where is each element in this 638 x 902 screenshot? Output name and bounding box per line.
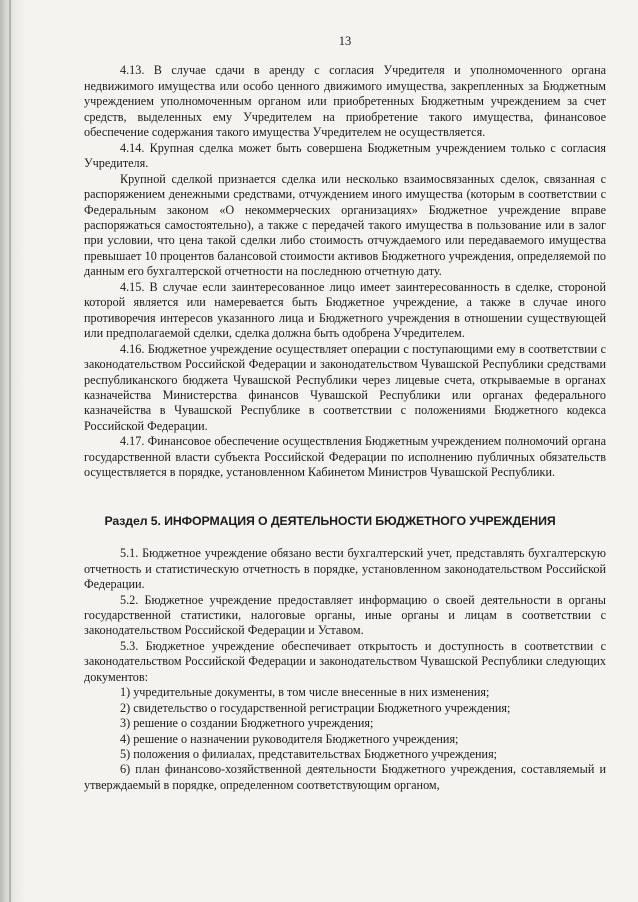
paragraph-major-deal: Крупной сделкой признается сделка или несколько взаимосвязанных сделок, связанная с распоряжением денежными средствами, отчуждением иного имущества (которым в соответствии с Федеральным законом «О некоммерческих организациях» Бюджетное учреждение вправе распоряжаться самостоятельно), а также с передачей такого имущества в пользование или в залог при условии, что цена такой сделки либо стоимость отчуждаемого или передаваемого имущества превышает 10 процентов балансовой стоимости активов Бюджетного учреждения, определяемой по данным его бухгалтерской отчетности на последнюю отчетную дату. bbox=[84, 171, 606, 279]
document-page bbox=[84, 34, 606, 793]
paragraph-4-15: 4.15. В случае если заинтересованное лицо имеет заинтересованность в сделке, стороной которой является или намеревается быть Бюджетное учреждение, а также в случае иного противоречия интересов указанного лица и Бюджетного учреждения в отношении существующей или предполагаемой сделки, сделка должна быть одобрена Учредителем. bbox=[84, 279, 606, 341]
binding-edge bbox=[0, 0, 26, 902]
paragraph-4-17: 4.17. Финансовое обеспечение осуществления Бюджетным учреждением полномочий органа государственной власти субъекта Российской Федерации по исполнению публичных обязательств осуществляется в порядке, установленном Кабинетом Министров Чувашской Республики. bbox=[84, 434, 606, 480]
paragraph-4-13: 4.13. В случае сдачи в аренду с согласия Учредителя и уполномоченного органа недвижимого имущества или особо ценного движимого имущества, закрепленных за Бюджетным учреждением уполномоченным органом или приобретенных Бюджетным учреждением за счет средств, выделенных ему Учредителем на приобретение такого имущества, финансовое обеспечение содержания такого имущества Учредителем не осуществляется. bbox=[84, 63, 606, 140]
paragraph-5-1: 5.1. Бюджетное учреждение обязано вести бухгалтерский учет, представлять бухгалтерскую отчетность и статистическую отчетность в порядке, установленном законодательством Российской Федерации. bbox=[84, 546, 606, 592]
paragraph-4-16: 4.16. Бюджетное учреждение осуществляет операции с поступающими ему в соответствии с законодательством Российской Федерации и законодательством Чувашской Республики средствами республиканского бюджета Чувашской Республики через лицевые счета, открываемые в органах казначейства Министерства финансов Чувашской Республики или органах федерального казначейства в Чувашской Республике в соответствии с положениями Бюджетного кодекса Российской Федерации. bbox=[84, 341, 606, 433]
list-item-5: 5) положения о филиалах, представительствах Бюджетного учреждения; bbox=[120, 747, 498, 762]
list-item-4: 4) решение о назначении руководителя Бюджетного учреждения; bbox=[120, 731, 459, 746]
paragraph-5-3: 5.3. Бюджетное учреждение обеспечивает открытость и доступность в соответствии с законодательством Российской Федерации и законодательством Чувашской Республики следующих документов: bbox=[84, 638, 606, 684]
paragraph-4-14: 4.14. Крупная сделка может быть совершена Бюджетным учреждением только с согласия Учредителя. bbox=[84, 140, 606, 171]
list-item-2: 2) свидетельство о государственной регистрации Бюджетного учреждения; bbox=[120, 700, 511, 715]
binding-seam bbox=[9, 0, 11, 902]
list-item-3: 3) решение о создании Бюджетного учреждения; bbox=[120, 716, 374, 731]
page-number: 13 bbox=[338, 34, 352, 48]
list-item-6: 6) план финансово-хозяйственной деятельности Бюджетного учреждения, составляемый и утверждаемый в порядке, определенном соответствующим органом, bbox=[84, 762, 606, 792]
paragraph-5-2: 5.2. Бюджетное учреждение предоставляет информацию о своей деятельности в органы государственной статистики, налоговые органы, иные органы и лицам в соответствии с законодательством Российской Федерации и Уставом. bbox=[84, 592, 606, 638]
list-item-1: 1) учредительные документы, в том числе внесенные в них изменения; bbox=[120, 685, 490, 700]
section-5-heading: Раздел 5. ИНФОРМАЦИЯ О ДЕЯТЕЛЬНОСТИ БЮДЖЕТНОГО УЧРЕЖДЕНИЯ bbox=[104, 513, 556, 528]
